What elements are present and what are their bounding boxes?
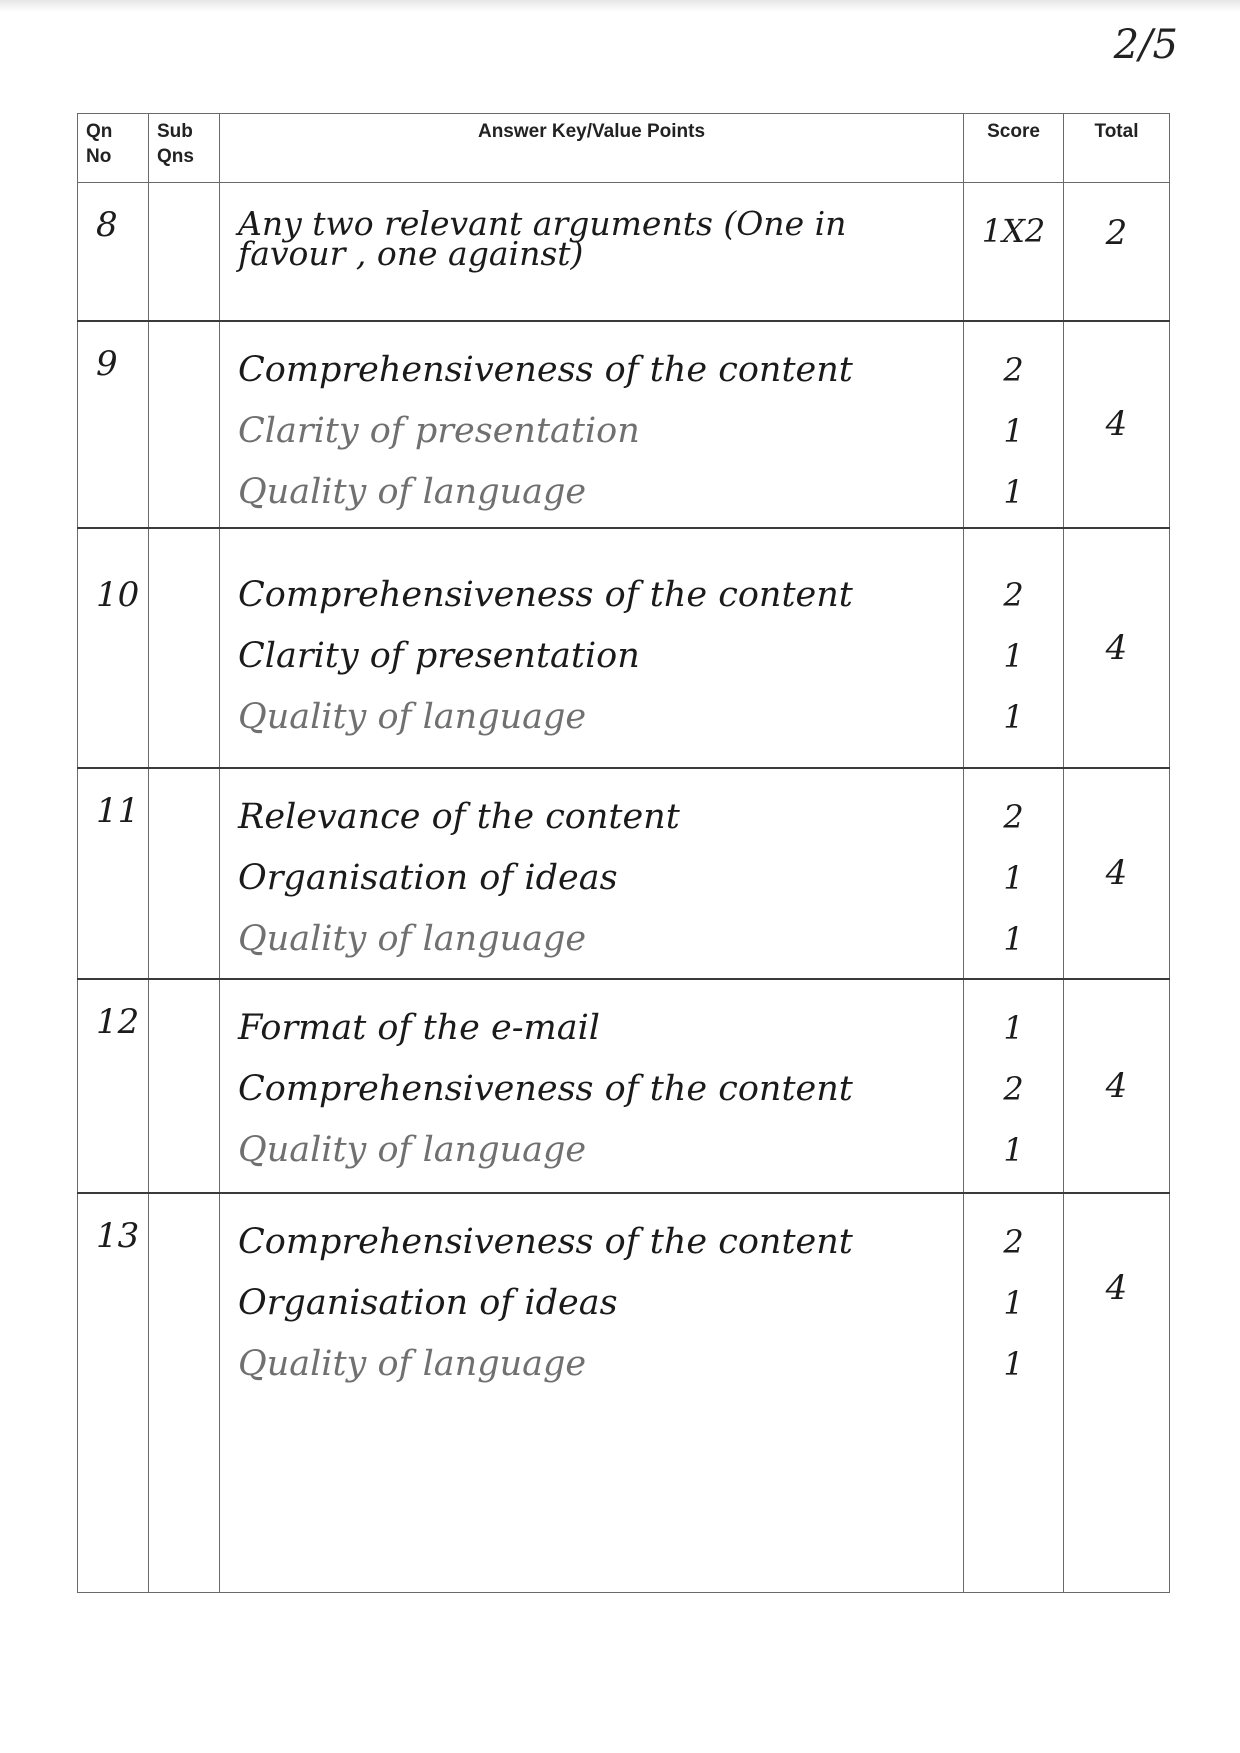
value-points: [220, 768, 964, 979]
score-value: 2: [1003, 350, 1024, 389]
value-point: Clarity of presentation: [238, 635, 640, 676]
sub-question: [149, 528, 220, 768]
score-value: 1X2: [981, 212, 1046, 250]
value-point: Organisation of ideas: [238, 857, 618, 898]
value-points: [220, 1193, 964, 1593]
score-value: 1: [1003, 697, 1024, 736]
total-value: 2: [1105, 213, 1128, 253]
score-value: 1: [1003, 1130, 1024, 1169]
total-value: 4: [1105, 1267, 1128, 1308]
score-value: 1: [1003, 1344, 1024, 1383]
total-value: 4: [1105, 1065, 1128, 1106]
scan-top-edge: [0, 0, 1240, 12]
value-point: Quality of language: [238, 471, 587, 512]
question-number: 10: [78, 528, 149, 768]
question-number: 8: [78, 183, 149, 321]
value-point: Any two relevant arguments (One in favour , one against): [238, 204, 847, 273]
value-point: Quality of language: [238, 1129, 587, 1170]
value-point: Comprehensiveness of the content: [238, 1068, 853, 1109]
scores: [964, 183, 1064, 321]
sub-question: [149, 183, 220, 321]
header-total: Total: [1064, 114, 1170, 183]
answer-key-table: [77, 113, 1170, 1593]
table-row: [78, 979, 1170, 1193]
table-row: [78, 1193, 1170, 1593]
total-cell: [1064, 1193, 1170, 1593]
table-row: [78, 183, 1170, 321]
total-value: 4: [1105, 853, 1128, 893]
value-points: [220, 528, 964, 768]
score-value: 1: [1003, 472, 1024, 511]
scores: [964, 321, 1064, 528]
value-point: Quality of language: [238, 918, 587, 959]
value-point: Organisation of ideas: [238, 1282, 618, 1323]
question-number: 12: [78, 979, 149, 1193]
total-value: 4: [1105, 627, 1128, 668]
header-row: [78, 114, 1170, 183]
value-point: Comprehensiveness of the content: [238, 1221, 853, 1262]
value-point: Format of the e-mail: [238, 1007, 600, 1048]
score-value: 1: [1003, 636, 1024, 675]
header-qn-no: Qn No: [78, 114, 149, 183]
score-value: 1: [1003, 411, 1024, 450]
table-row: [78, 528, 1170, 768]
header-answer-key: Answer Key/Value Points: [220, 114, 964, 183]
value-points: [220, 321, 964, 528]
score-value: 2: [1003, 575, 1024, 614]
score-value: 1: [1003, 1008, 1024, 1047]
sub-question: [149, 979, 220, 1193]
value-points: [220, 183, 964, 321]
question-number: 11: [78, 768, 149, 979]
total-cell: [1064, 979, 1170, 1193]
table-row: [78, 768, 1170, 979]
total-cell: [1064, 528, 1170, 768]
value-point: Comprehensiveness of the content: [238, 574, 853, 615]
score-value: 1: [1003, 919, 1024, 958]
scores: [964, 1193, 1064, 1593]
total-cell: [1064, 321, 1170, 528]
page-number: 2/5: [1113, 22, 1178, 68]
sub-question: [149, 768, 220, 979]
total-value: 4: [1105, 404, 1128, 444]
value-point: Comprehensiveness of the content: [238, 349, 853, 390]
value-point: Quality of language: [238, 696, 587, 737]
value-points: [220, 979, 964, 1193]
total-cell: [1064, 183, 1170, 321]
score-value: 1: [1003, 1283, 1024, 1322]
question-number: 9: [78, 321, 149, 528]
score-value: 1: [1003, 858, 1024, 897]
score-value: 2: [1003, 1222, 1024, 1261]
total-cell: [1064, 768, 1170, 979]
scores: [964, 528, 1064, 768]
header-score: Score: [964, 114, 1064, 183]
score-value: 2: [1003, 797, 1024, 836]
table-row: [78, 321, 1170, 528]
question-number: 13: [78, 1193, 149, 1593]
value-point: Relevance of the content: [238, 796, 680, 837]
sub-question: [149, 1193, 220, 1593]
score-value: 2: [1003, 1069, 1024, 1108]
header-sub-qns: Sub Qns: [149, 114, 220, 183]
scores: [964, 979, 1064, 1193]
sub-question: [149, 321, 220, 528]
value-point: Clarity of presentation: [238, 410, 640, 451]
value-point: Quality of language: [238, 1343, 587, 1384]
scores: [964, 768, 1064, 979]
